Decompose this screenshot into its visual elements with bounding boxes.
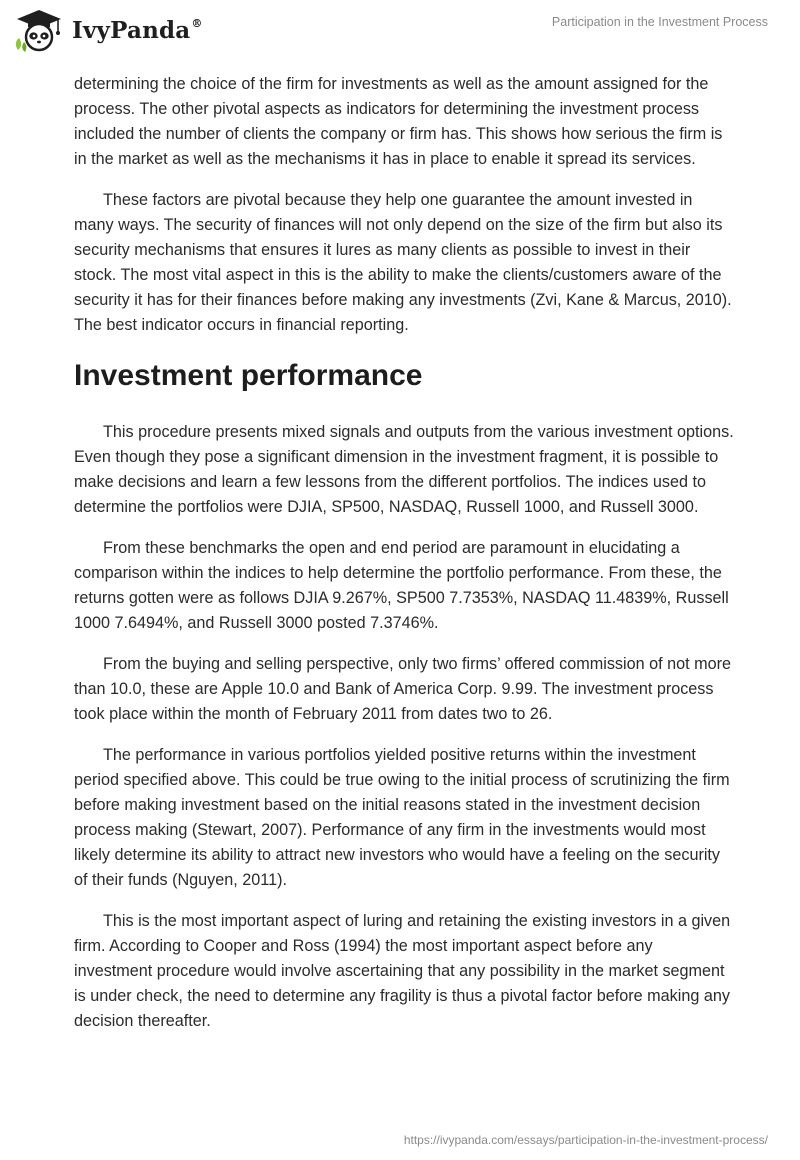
section-heading-investment-performance: Investment performance [74,359,423,392]
brand-name: IvyPanda® [72,16,203,44]
page-header [0,0,800,72]
logo-link[interactable] [14,8,203,52]
paragraph-investors: This is the most important aspect of luring and retaining the existing investors in a given firm. According to Cooper and Ross (1994) the most important aspect before any investment procedure would involve ascertaining that any possibility in the market segment is under check, the need to determine any fragility is thus a pivotal factor before making any decision thereafter. [74,912,731,1030]
source-url[interactable]: https://ivypanda.com/essays/participation-in-the-investment-process/ [403,1133,768,1147]
paragraph-security-factors: These factors are pivotal because they help one guarantee the amount invested in many ways. The security of finances will not only depend on the size of the firm but also its security mechanisms that ensures it lures as many clients as possible to invest in their stock. The most vital aspect in this is the ability to make the clients/customers aware of the security it has for their finances before making any investments (Zvi, Kane & Marcus, 2010). The best indicator occurs in financial reporting. [74,191,732,334]
paragraph-commission: From the buying and selling perspective, only two firms’ offered commission of not more than 10.0, these are Apple 10.0 and Bank of America Corp. 9.99. The investment process took place within the month of February 2011 from dates two to 26. [74,655,731,723]
document-title: Participation in the Investment Process [551,15,768,29]
article-body [74,72,734,1050]
panda-graduate-logo-icon [14,8,64,52]
paragraph-performance: The performance in various portfolios yielded positive returns within the investment period specified above. This could be true owing to the initial process of scrutinizing the firm before making investment based on the initial reasons stated in the investment decision process making (Stewart, 2007). Performance of any firm in the investments would most likely determine its ability to attract new investors who would have a feeling on the security of their funds (Nguyen, 2011). [74,746,730,889]
paragraph-returns: From these benchmarks the open and end period are paramount in elucidating a comparison within the indices to help determine the portfolio performance. From these, the returns gotten were as follows DJIA 9.267%, SP500 7.7353%, NASDAQ 11.4839%, Russell 1000 7.6494%, and Russell 3000 posted 7.3746%. [74,539,729,632]
paragraph-indices: This procedure presents mixed signals and outputs from the various investment options. Even though they pose a significant dimension in the investment fragment, it is possible to make decisions and learn a few lessons from the different portfolios. The indices used to determine the portfolios were DJIA, SP500, NASDAQ, Russell 1000, and Russell 3000. [74,423,734,516]
paragraph-continuation: determining the choice of the firm for investments as well as the amount assigned for the process. The other pivotal aspects as indicators for determining the investment process included the number of clients the company or firm has. This shows how serious the firm is in the market as well as the mechanisms it has in place to enable it spread its services. [74,75,723,168]
